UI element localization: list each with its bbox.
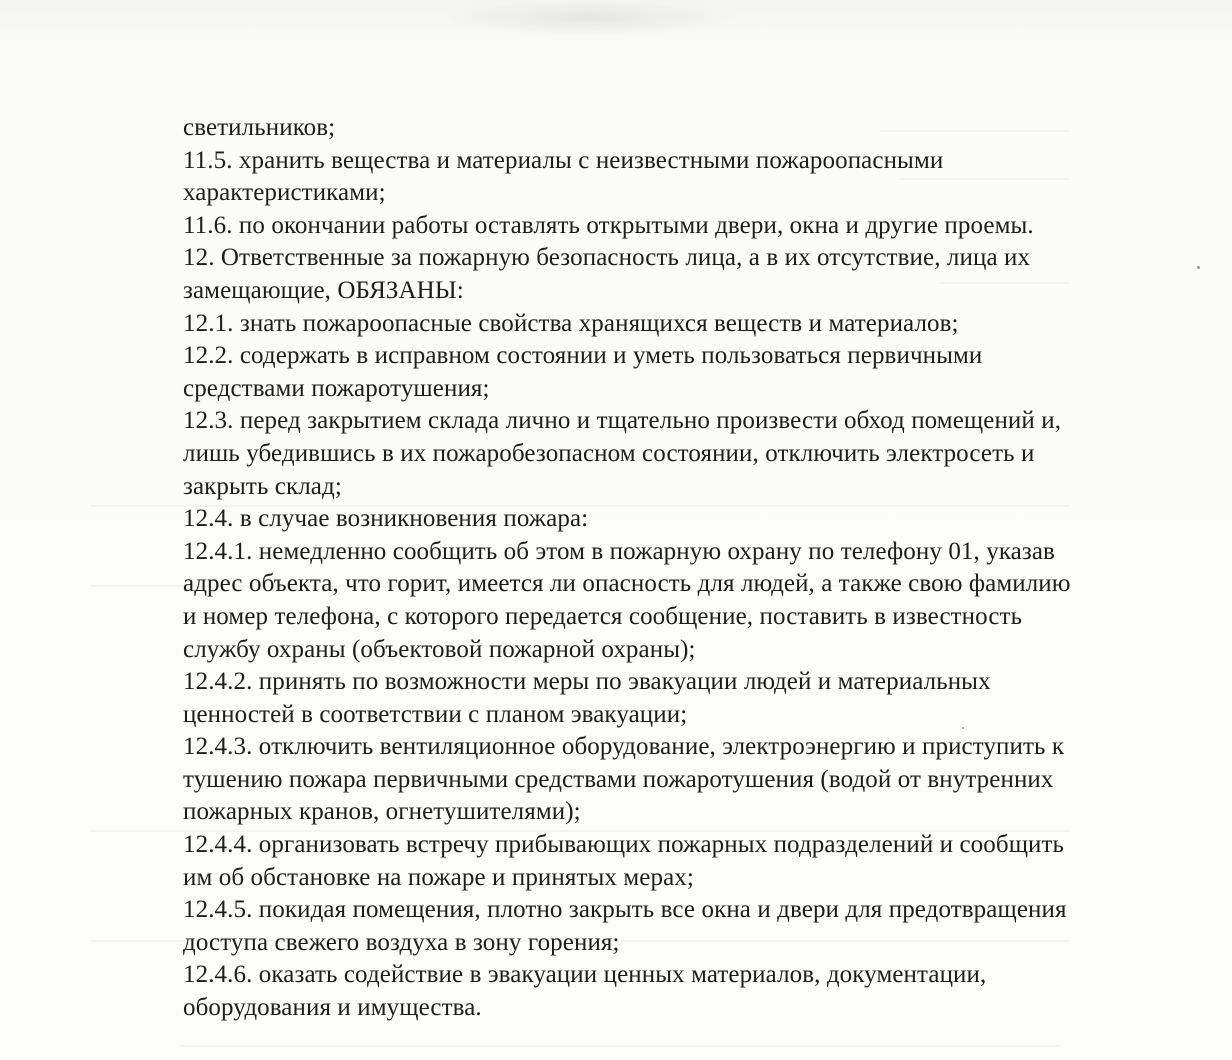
text-line: замещающие, ОБЯЗАНЫ: <box>183 276 464 304</box>
text-line: и номер телефона, с которого передается сообщение, поставить в известность <box>183 602 1023 630</box>
text-line: пожарных кранов, огнетушителями); <box>183 798 581 826</box>
document-body <box>183 112 1173 1025</box>
header-bleed-through <box>440 0 740 36</box>
text-line: 12.4.5. покидая помещения, плотно закрыть все окна и двери для предотвращения <box>183 896 1067 924</box>
text-line: им об обстановке на пожаре и принятых мерах; <box>183 863 694 891</box>
text-line: доступа свежего воздуха в зону горения; <box>183 928 620 956</box>
text-line: 12. Ответственные за пожарную безопасность лица, а в их отсутствие, лица их <box>183 244 1031 272</box>
text-line: 12.4.1. немедленно сообщить об этом в пожарную охрану по телефону 01, указав <box>183 537 1055 565</box>
text-line: 11.6. по окончании работы оставлять открытыми двери, окна и другие проемы. <box>183 211 1034 239</box>
text-line: ценностей в соответствии с планом эвакуации; <box>183 700 688 728</box>
text-line: оборудования и имущества. <box>183 994 482 1022</box>
text-line: службу охраны (объектовой пожарной охраны); <box>183 635 696 663</box>
text-line: 12.4.3. отключить вентиляционное оборудование, электроэнергию и приступить к <box>183 733 1065 761</box>
text-line: характеристиками; <box>183 179 386 207</box>
bleed-through-line <box>180 1045 1060 1047</box>
scan-speck <box>1197 266 1200 269</box>
text-line: светильников; <box>183 114 336 141</box>
text-line: лишь убедившись в их пожаробезопасном состоянии, отключить электросеть и <box>183 439 1035 467</box>
text-line: средствами пожаротушения; <box>183 374 490 402</box>
text-line: закрыть склад; <box>183 472 342 500</box>
text-line: 11.5. хранить вещества и материалы с неизвестными пожароопасными <box>183 146 944 174</box>
text-line: 12.4.2. принять по возможности меры по эвакуации людей и материальных <box>183 668 991 696</box>
text-line: 12.4.4. организовать встречу прибывающих пожарных подразделений и сообщить <box>183 831 1065 859</box>
text-line: 12.4. в случае возникновения пожара: <box>183 505 589 533</box>
text-line: 12.2. содержать в исправном состоянии и уметь пользоваться первичными <box>183 342 983 370</box>
text-line: 12.3. перед закрытием склада лично и тщательно произвести обход помещений и, <box>183 407 1062 435</box>
text-line: 12.4.6. оказать содействие в эвакуации ценных материалов, документации, <box>183 961 987 989</box>
text-line: адрес объекта, что горит, имеется ли опасность для людей, а также свою фамилию <box>183 570 1071 598</box>
text-line: 12.1. знать пожароопасные свойства хранящихся веществ и материалов; <box>183 309 959 337</box>
text-line: тушению пожара первичными средствами пожаротушения (водой от внутренних <box>183 765 1054 793</box>
